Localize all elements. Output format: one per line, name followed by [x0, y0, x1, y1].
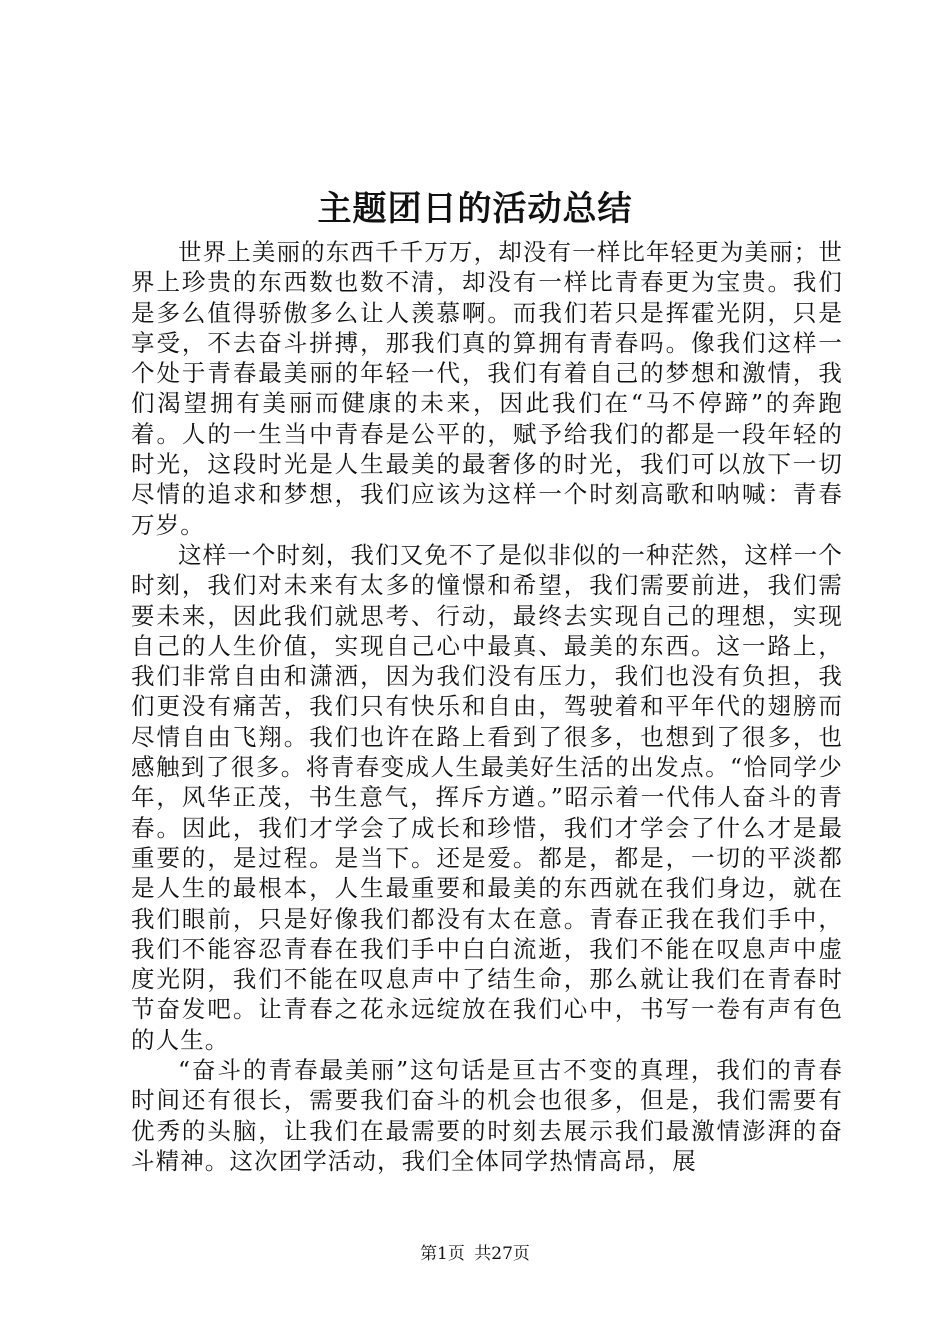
- page-total: 共27页: [474, 1244, 530, 1264]
- paragraph: 这样一个时刻，我们又免不了是似非似的一种茫然，这样一个时刻，我们对未来有太多的憧憬和希望，我们需要前进，我们需要未来，因此我们就思考、行动，最终去实现自己的理想，实现自己的人生价值，实现自己心中最真、最美的东西。这一路上，我们非常自由和潇洒，因为我们没有压力，我们也没有负担，我们更没有痛苦，我们只有快乐和自由，驾驶着和平年代的翅膀而尽情自由飞翔。我们也许在路上看到了很多，也想到了很多，也感触到了很多。将青春变成人生最美好生活的出发点。“恰同学少年，风华正茂，书生意气，挥斥方遒。”昭示着一代伟人奋斗的青春。因此，我们才学会了成长和珍惜，我们才学会了什么才是最重要的，是过程。是当下。还是爱。都是，都是，一切的平淡都是人生的最根本，人生最重要和最美的东西就在我们身边，就在我们眼前，只是好像我们都没有太在意。青春正我在我们手中，我们不能容忍青春在我们手中白白流逝，我们不能在叹息声中虚度光阴，我们不能在叹息声中了结生命，那么就让我们在青春时节奋发吧。让青春之花永远绽放在我们心中，书写一卷有声有色的人生。: [131, 540, 843, 1054]
- document-body: [131, 237, 843, 1176]
- paragraph: “奋斗的青春最美丽”这句话是亘古不变的真理，我们的青春时间还有很长，需要我们奋斗的机会也很多，但是，我们需要有优秀的头脑，让我们在最需要的时刻去展示我们最激情澎湃的奋斗精神。这次团学活动，我们全体同学热情高昂，展: [131, 1056, 843, 1175]
- document-title: 主题团日的活动总结: [317, 189, 633, 229]
- page-footer: [0, 1243, 950, 1265]
- page-number: 第1页: [420, 1244, 465, 1264]
- paragraph: 世界上美丽的东西千千万万，却没有一样比年轻更为美丽；世界上珍贵的东西数也数不清，却没有一样比青春更为宝贵。我们是多么值得骄傲多么让人羡慕啊。而我们若只是挥霍光阴，只是享受，不去奋斗拼搏，那我们真的算拥有青春吗。像我们这样一个处于青春最美丽的年轻一代，我们有着自己的梦想和激情，我们渴望拥有美丽而健康的未来，因此我们在“马不停蹄”的奔跑着。人的一生当中青春是公平的，赋予给我们的都是一段年轻的时光，这段时光是人生最美的最奢侈的时光，我们可以放下一切尽情的追求和梦想，我们应该为这样一个时刻高歌和呐喊：青春万岁。: [131, 238, 843, 539]
